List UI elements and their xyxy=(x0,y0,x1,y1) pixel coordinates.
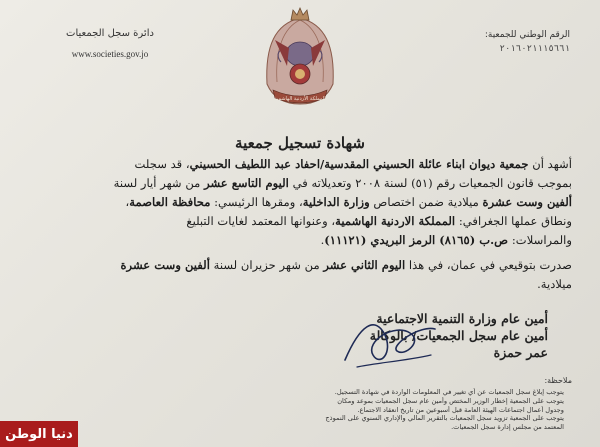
society-name: جمعية ديوان ابناء عائلة الحسيني المقدسية/احفاد عبد اللطيف الحسيني xyxy=(189,157,529,171)
department-name: دائرة سجل الجمعيات xyxy=(66,28,154,39)
note-item: يتوجب إبلاغ سجل الجمعيات عن أي تغيير في المعلومات الواردة في شهادة التسجيل. xyxy=(334,388,564,396)
signatory-name: عمر حمزة xyxy=(493,345,548,360)
headquarters: محافظة العاصمة xyxy=(129,195,211,209)
body-line-4: ونطاق عملها الجغرافي: المملكة الاردنية الهاشمية، وعنوانها المعتمد لغايات التبليغ xyxy=(186,214,572,228)
ministry-name: وزارة الداخلية xyxy=(302,195,370,209)
issued-line-2: ميلادية. xyxy=(537,277,572,291)
handwritten-signature xyxy=(335,305,445,380)
signatory-title-2: أمين عام سجل الجمعيات/ بالوكالة xyxy=(369,328,548,343)
note-item: وجدول أعمال اجتماعات الهيئة العامة قبل أسبوعين من تاريخ انعقاد الاجتماع. xyxy=(357,405,564,414)
issue-day: اليوم الثاني عشر xyxy=(323,258,406,272)
postal-address: ص.ب (٨١٦٥) الرمز البريدي (١١١٢١) xyxy=(324,233,509,247)
geographic-scope: المملكة الاردنية الهاشمية xyxy=(335,214,456,228)
department-website: www.societies.gov.jo xyxy=(71,49,149,59)
body-line-2: بموجب قانون الجمعيات رقم (٥١) لسنة ٢٠٠٨ وتعديلاته في اليوم التاسع عشر من شهر أيار لسنة xyxy=(113,176,572,190)
body-line-3: ألفين وست عشرة ميلادية ضمن اختصاص وزارة الداخلية، ومقرها الرئيسي: محافظة العاصمة، xyxy=(125,195,572,209)
note-item: يتوجب على الجمعية تزويد سجل الجمعيات بالتقرير المالي والإداري السنوي على النموذج xyxy=(325,414,564,423)
national-id-label: الرقم الوطني للجمعية: xyxy=(484,30,570,40)
notes-list xyxy=(264,388,564,432)
watermark-logo: دنيا الوطن xyxy=(0,421,78,447)
emblem-caption: المملكة الأردنية الهاشمية xyxy=(274,96,326,102)
notes-heading: ملاحظة: xyxy=(544,376,572,385)
certificate-title: شهادة تسجيل جمعية xyxy=(235,134,365,152)
jordan-coat-of-arms-icon xyxy=(255,6,345,114)
note-item: يتوجب على الجمعية إخطار الوزير المختص وأمين عام سجل الجمعيات بموعد ومكان xyxy=(337,396,564,405)
certificate-body xyxy=(24,155,572,294)
note-item: المعتمد من مجلس إدارة سجل الجمعيات. xyxy=(451,423,564,432)
national-id-block xyxy=(485,30,570,54)
issued-line: صدرت بتوقيعي في عمان، في هذا اليوم الثاني عشر من شهر حزيران لسنة ألفين وست عشرة xyxy=(120,258,572,272)
body-line-1: أشهد أن جمعية ديوان ابناء عائلة الحسيني المقدسية/احفاد عبد اللطيف الحسيني، قد سجلت xyxy=(134,157,572,171)
body-line-5: والمراسلات: ص.ب (٨١٦٥) الرمز البريدي (١١١٢١). xyxy=(320,233,572,247)
registration-day: اليوم التاسع عشر xyxy=(204,176,289,190)
department-block xyxy=(40,28,180,59)
national-id-value: ٢٠١٦٠٢١١١٥٦٦١ xyxy=(499,44,570,54)
signatory-title-1: أمين عام وزارة التنمية الاجتماعية xyxy=(376,311,548,326)
